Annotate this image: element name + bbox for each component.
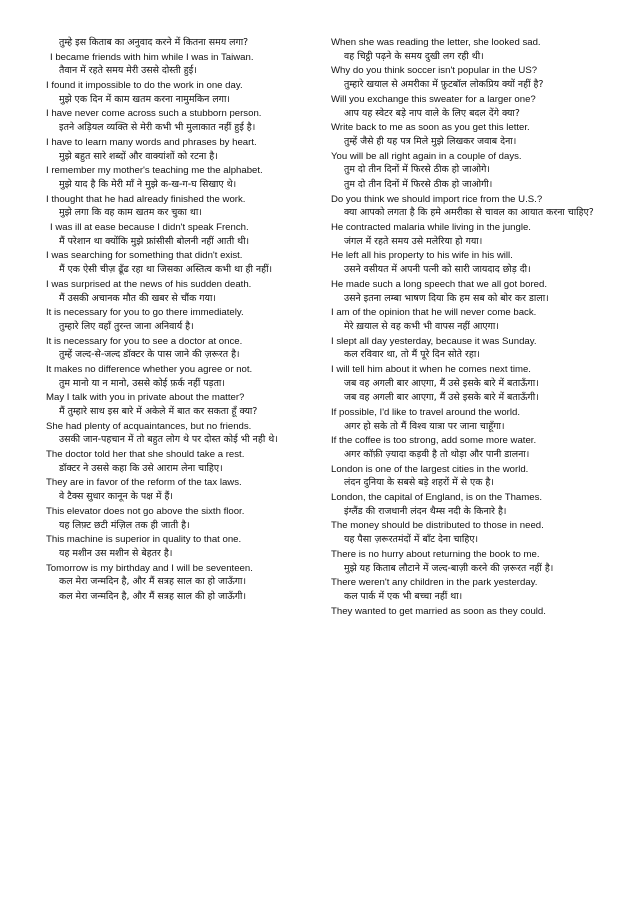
hindi-translation: मुझे बहुत सारे शब्दों और वाक्यांशों को रटना है।: [59, 150, 218, 162]
english-sentence: They wanted to get married as soon as they could.: [331, 605, 546, 617]
english-sentence: I remember my mother's teaching me the alphabet.: [46, 165, 263, 177]
english-sentence: Why do you think soccer isn't popular in the US?: [331, 65, 538, 77]
hindi-translation: मुझे एक दिन में काम खतम करना नामुमकिन लगा।: [59, 93, 230, 105]
hindi-translation: तैवान में रहते समय मेरी उससे दोस्ती हुई।: [59, 65, 197, 77]
english-sentence: It makes no difference whether you agree or not.: [46, 363, 253, 375]
english-sentence: I was surprised at the news of his sudden death.: [46, 278, 252, 290]
english-sentence: You will be all right again in a couple of days.: [331, 150, 522, 162]
left-column: [46, 36, 316, 605]
sentence-pair: [331, 278, 597, 306]
sentence-pair: [46, 79, 316, 107]
english-sentence: London, the capital of England, is on the Thames.: [331, 492, 543, 504]
sentence-pair: [46, 391, 316, 419]
hindi-translation: लंदन दुनिया के सबसे बड़े शहरों में से एक है।: [344, 477, 494, 489]
hindi-translation: वह चिट्ठी पढ़ने के समय दुखी लग रही थी।: [344, 50, 484, 62]
hindi-translation: कल पार्क में एक भी बच्चा नहीं था।: [344, 591, 463, 603]
hindi-translation: मुझे याद है कि मेरी माँ ने मुझे क-ख-ग-घ सिखाए थे।: [59, 178, 237, 190]
hindi-translation: जब वह अगली बार आएगा, मैं उसे इसके बारे में बताऊँगी।: [344, 392, 539, 404]
hindi-translation: कल रविवार था, तो मैं पूरे दिन सोते रहा।: [344, 349, 480, 361]
english-sentence: The money should be distributed to those in need.: [331, 520, 544, 532]
hindi-translation: डॉक्टर ने उससे कहा कि उसे आराम लेना चाहिए।: [59, 462, 223, 474]
hindi-translation: अगर हो सके तो मैं विश्व यात्रा पर जाना चाहूँगा।: [344, 420, 505, 432]
hindi-translation: आप यह स्वेटर बड़े नाप वाले के लिए बदल देंगे क्या?: [344, 107, 520, 119]
sentence-pair: [331, 64, 597, 92]
hindi-translation: उसने इतना लम्बा भाषण दिया कि हम सब को बोर कर डाला।: [344, 292, 549, 304]
hindi-translation: यह लिफ़्ट छटी मंज़िल तक ही जाती है।: [59, 519, 190, 531]
sentence-pair: [46, 590, 316, 605]
hindi-translation: मैं तुम्हारे साथ इस बारे में अकेले में बात कर सकता हूँ क्या?: [59, 406, 258, 418]
sentence-pair: [46, 51, 316, 79]
hindi-translation: अगर कॉफ़ी ज़्यादा कड़वी है तो थोड़ा और पानी डालना।: [344, 449, 530, 461]
right-column: [331, 36, 597, 618]
hindi-translation: मैं उसकी अचानक मौत की खबर से चौंक गया।: [59, 292, 216, 304]
english-sentence: I became friends with him while I was in Taiwan.: [50, 51, 254, 63]
english-sentence: I thought that he had already finished the work.: [46, 193, 246, 205]
english-sentence: I am of the opinion that he will never come back.: [331, 307, 537, 319]
english-sentence: When she was reading the letter, she looked sad.: [331, 37, 541, 48]
sentence-pair: [331, 406, 597, 434]
english-sentence: Tomorrow is my birthday and I will be seventeen.: [46, 562, 253, 574]
english-sentence: I found it impossible to do the work in one day.: [46, 79, 243, 91]
hindi-translation: तुम्हे इस किताब का अनुवाद करने में कितना समय लगा?: [59, 37, 249, 48]
sentence-pair: [46, 36, 316, 51]
english-sentence: May I talk with you in private about the matter?: [46, 392, 245, 404]
sentence-pair: [46, 505, 316, 533]
english-sentence: They are in favor of the reform of the tax laws.: [46, 477, 242, 489]
sentence-pair: [331, 519, 597, 547]
hindi-translation: मुझे यह किताब लौटाने में जल्द-बाज़ी करने की ज़रूरत नहीं है।: [344, 562, 554, 574]
sentence-pair: [331, 491, 597, 519]
english-sentence: Write back to me as soon as you get this letter.: [331, 122, 530, 134]
english-sentence: This machine is superior in quality to that one.: [46, 534, 242, 546]
hindi-translation: इतने अड़ियल व्यक्ति से मेरी कभी भी मुलाकात नहीं हुई है।: [59, 122, 256, 134]
sentence-pair: [331, 463, 597, 491]
hindi-translation: उसकी जान-पहचान में तो बहुत लोग थे पर दोस्त कोई भी नही थे।: [59, 434, 278, 446]
sentence-pair: [46, 562, 316, 590]
hindi-translation: यह मशीन उस मशीन से बेहतर है।: [59, 548, 173, 560]
hindi-translation: कल मेरा जन्मदिन है, और मैं सत्रह साल का हो जाऊँगा।: [59, 576, 247, 588]
sentence-pair: [46, 221, 316, 249]
english-sentence: He made such a long speech that we all got bored.: [331, 278, 547, 290]
hindi-translation: तुम्हें जल्द-से-जल्द डॉक्टर के पास जाने की ज़रूरत है।: [59, 349, 240, 361]
hindi-translation: मेरे ख़याल से वह कभी भी वापस नहीं आएगा।: [344, 320, 499, 332]
hindi-translation: तुम्हारे खयाल से अमरीका में फ़ुटबॉल लोकप्रिय क्यों नहीं है?: [344, 79, 544, 91]
sentence-pair: [46, 420, 316, 448]
sentence-pair: [331, 434, 597, 462]
sentence-pair: [46, 136, 316, 164]
sentence-pair: [331, 576, 597, 604]
hindi-translation: तुम्हें जैसे ही यह पत्र मिले मुझे लिखकर जवाब देना।: [344, 135, 517, 147]
sentence-pair: [331, 93, 597, 121]
english-sentence: He left all his property to his wife in his will.: [331, 250, 513, 262]
sentence-pair: [331, 391, 597, 406]
english-sentence: London is one of the largest cities in the world.: [331, 463, 529, 475]
sentence-pair: [46, 164, 316, 192]
english-sentence: If possible, I'd like to travel around the world.: [331, 406, 521, 418]
hindi-translation: तुम दो तीन दिनों में फिरसे ठीक हो जाओगी।: [344, 178, 493, 190]
hindi-translation: तुम दो तीन दिनों में फिरसे ठीक हो जाओगे।: [344, 164, 490, 176]
sentence-pair: [46, 533, 316, 561]
english-sentence: It is necessary for you to see a doctor at once.: [46, 335, 243, 347]
hindi-translation: मैं परेशान था क्योंकि मुझे फ्रांसीसी बोलनी नहीं आती थी।: [59, 235, 250, 247]
sentence-pair: [46, 476, 316, 504]
sentence-pair: [331, 306, 597, 334]
english-sentence: I was ill at ease because I didn't speak French.: [50, 221, 249, 233]
english-sentence: I was searching for something that didn't exist.: [46, 250, 243, 262]
hindi-translation: कल मेरा जन्मदिन है, और मैं सत्रह साल की हो जाऊँगी।: [59, 591, 247, 603]
english-sentence: This elevator does not go above the sixth floor.: [46, 505, 245, 517]
sentence-pair: [46, 335, 316, 363]
english-sentence: Will you exchange this sweater for a larger one?: [331, 93, 536, 105]
sentence-pair: [331, 193, 597, 221]
sentence-pair: [46, 278, 316, 306]
sentence-pair: [46, 448, 316, 476]
english-sentence: It is necessary for you to go there immediately.: [46, 307, 244, 319]
sentence-pair: [331, 36, 597, 64]
english-sentence: Do you think we should import rice from the U.S.?: [331, 193, 543, 205]
english-sentence: I have to learn many words and phrases by heart.: [46, 136, 257, 148]
english-sentence: He contracted malaria while living in the jungle.: [331, 221, 531, 233]
hindi-translation: जंगल में रहते समय उसे मलेरिया हो गया।: [344, 235, 483, 247]
english-sentence: I slept all day yesterday, because it was Sunday.: [331, 335, 537, 347]
sentence-pair: [46, 107, 316, 135]
sentence-pair: [331, 548, 597, 576]
hindi-translation: क्या आपको लगता है कि हमे अमरीका से चावल का आयात करना चाहिए?: [344, 207, 594, 219]
sentence-pair: [331, 150, 597, 178]
english-sentence: If the coffee is too strong, add some more water.: [331, 435, 537, 447]
hindi-translation: यह पैसा ज़रूरतमंदों में बाँट देना चाहिए।: [344, 534, 479, 546]
english-sentence: I will tell him about it when he comes next time.: [331, 363, 531, 375]
hindi-translation: तुम्हारे लिए वहाँ तुरन्त जाना अनिवार्य है।: [59, 320, 194, 332]
sentence-pair: [331, 249, 597, 277]
english-sentence: She had plenty of acquaintances, but no friends.: [46, 420, 252, 432]
english-sentence: The doctor told her that she should take a rest.: [46, 449, 245, 461]
sentence-pair: [331, 335, 597, 363]
sentence-pair: [331, 121, 597, 149]
hindi-translation: मैं एक ऐसी चीज़ ढूँढ रहा था जिसका अस्तित्व कभी था ही नहीं।: [59, 264, 273, 276]
hindi-translation: जब वह अगली बार आएगा, मैं उसे इसके बारे में बताऊँगा।: [344, 377, 539, 389]
sentence-pair: [46, 249, 316, 277]
sentence-pair: [331, 178, 597, 193]
hindi-translation: मुझे लगा कि वह काम खतम कर चुका था।: [59, 207, 202, 219]
hindi-translation: उसने वसीयत में अपनी पत्नी को सारी जायदाद छोड़ दी।: [344, 264, 531, 276]
hindi-translation: तुम मानो या न मानो, उससे कोई फ़र्क नहीं पड़ता।: [59, 377, 225, 389]
sentence-pair: [331, 363, 597, 391]
english-sentence: There is no hurry about returning the book to me.: [331, 548, 540, 560]
sentence-pair: [46, 193, 316, 221]
sentence-pair: [46, 363, 316, 391]
hindi-translation: वे टैक्स सुधार कानून के पक्ष में हैं।: [59, 491, 173, 503]
english-sentence: I have never come across such a stubborn person.: [46, 108, 262, 120]
sentence-pair: [331, 605, 597, 619]
hindi-translation: इंग्लैंड की राजधानी लंदन थैम्स नदी के किनारे है।: [344, 505, 507, 517]
sentence-pair: [46, 306, 316, 334]
sentence-pair: [331, 221, 597, 249]
english-sentence: There weren't any children in the park yesterday.: [331, 577, 538, 589]
